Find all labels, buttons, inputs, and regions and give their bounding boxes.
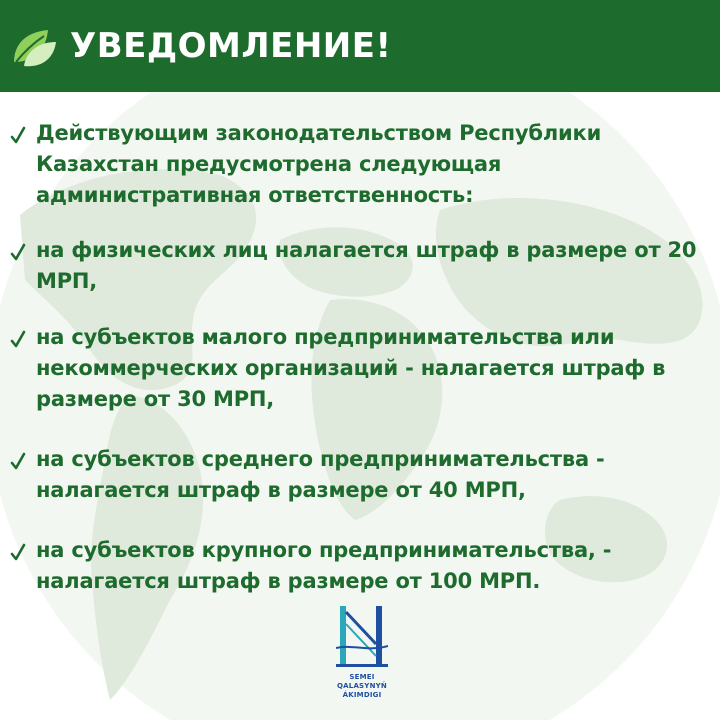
item-text: на субъектов среднего предпринимательства - налагается штраф в размере от 40 МРП, [36,447,605,502]
item-text: на физических лиц налагается штраф в размере от 20 МРП, [36,238,697,293]
logo-line-2: QALASYNYŃ [337,682,387,690]
check-icon [10,330,26,348]
akimat-logo [330,604,394,716]
logo-line-1: SEMEI [349,673,375,681]
check-icon [10,452,26,470]
check-icon [10,243,26,261]
page-title: УВЕДОМЛЕНИЕ! [70,26,392,66]
item-text: на субъектов малого предпринимательства или некоммерческих организаций - налагается штраф в размере от 30 МРП, [36,325,666,411]
item-text: Действующим законодательством Республики Казахстан предусмотрена следующая административная ответственность: [36,121,602,207]
check-icon [10,126,26,144]
item-text: на субъектов крупного предпринимательства, - налагается штраф в размере от 100 МРП. [36,538,612,593]
check-icon [10,543,26,561]
bridge-icon [336,604,388,670]
logo-line-3: ÁKIMDIGI [342,691,382,699]
